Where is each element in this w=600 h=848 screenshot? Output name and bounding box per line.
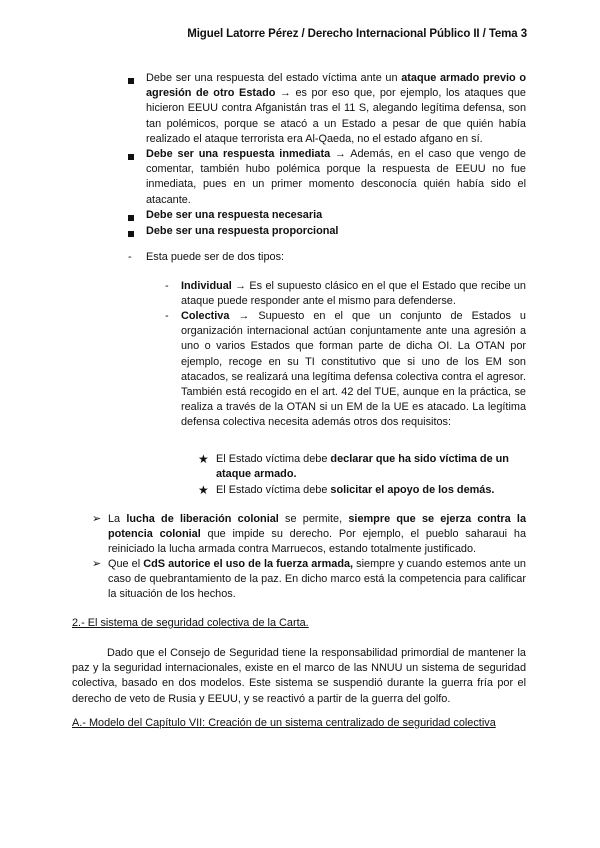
type-colectiva: Colectiva → Supuesto en el que un conjunto de Estados u organización internacional actúan conjuntamente ante una agresión a uno o varios Estados que forman parte de dicha OI. La OTAN por ejemplo, recoge en su TI constitutivo que si uno de los EM son atacados, se realizará una legítima defensa colectiva contra el agresor. También está recogido en el art. 42 del TUE, aunque en la práctica, se realiza a través de la OTAN si un EM de la UE es atacado. La legítima defensa colectiva necesita además otros dos requisitos: bbox=[181, 310, 526, 429]
dash-bullet-icon: - bbox=[128, 251, 132, 263]
section-2-heading: 2.- El sistema de seguridad colectiva de la Carta. bbox=[72, 617, 309, 629]
bullet-necesaria: Debe ser una respuesta necesaria bbox=[146, 209, 323, 221]
item-liberacion-colonial: La lucha de liberación colonial se permite, siempre que se ejerza contra la potencia colonial que impide su derecho. Por ejemplo, el pueblo saharaui ha reiniciado la lucha armada contra Marruecos, estando totalmente justificado. bbox=[108, 513, 527, 556]
dash-bullet-icon: - bbox=[165, 310, 169, 322]
dash-bullet-icon: - bbox=[165, 280, 169, 292]
section-a-heading: A.- Modelo del Capítulo VII: Creación de un sistema centralizado de seguridad colectiva bbox=[72, 717, 496, 729]
square-bullet-icon bbox=[128, 154, 134, 160]
square-bullet-icon bbox=[128, 215, 134, 221]
bullet-ataque-armado: Debe ser una respuesta del estado víctima ante un ataque armado previo o agresión de otro Estado → es por eso que, por ejemplo, los ataques que hicieron EEUU contra Afganistán tras el 11 S, alegando legítima defensa, son tan polémicos, porque se atacó a un Estado a pesar de que quién había realizado el ataque terrorista era Al-Qaeda, no el estado afgano en sí. bbox=[146, 72, 526, 145]
square-bullet-icon bbox=[128, 78, 134, 84]
requirement-declarar: El Estado víctima debe declarar que ha sido víctima de un ataque armado. bbox=[216, 453, 509, 481]
section-2-paragraph: Dado que el Consejo de Seguridad tiene la responsabilidad primordial de mantener la paz y la seguridad internacionales, existe en el marco de las NNUU un sistema de seguridad colectiva, basado en dos modelos. Este sistema se suspendió durante la guerra fría por el derecho de veto de Rusia y EEUU, y se reactivó a partir de la guerra del golfo. bbox=[72, 647, 526, 705]
star-bullet-icon: ★ bbox=[198, 452, 209, 466]
types-intro: Esta puede ser de dos tipos: bbox=[146, 251, 285, 263]
item-cds-autorice: Que el CdS autorice el uso de la fuerza armada, siempre y cuando estemos ante un caso de quebrantamiento de la paz. En dicho marco está la competencia para calificar la situación de los hechos. bbox=[108, 558, 526, 601]
page-header: Miguel Latorre Pérez / Derecho Internacional Público II / Tema 3 bbox=[187, 28, 527, 40]
bullet-proporcional: Debe ser una respuesta proporcional bbox=[146, 225, 339, 237]
star-bullet-icon: ★ bbox=[198, 483, 209, 497]
type-individual: Individual → Es el supuesto clásico en el que el Estado que recibe un ataque puede responder ante el mismo para defenderse. bbox=[181, 280, 526, 308]
bullet-inmediata: Debe ser una respuesta inmediata → Además, en el caso que vengo de comentar, también hubo polémica porque la respuesta de EEUU no fue inmediata, pues en un primer momento desconocía quién había sido el atacante. bbox=[146, 148, 526, 206]
square-bullet-icon bbox=[128, 231, 134, 237]
arrow-bullet-icon: ➢ bbox=[92, 513, 102, 525]
requirement-solicitar: El Estado víctima debe solicitar el apoyo de los demás. bbox=[216, 484, 495, 496]
arrow-bullet-icon: ➢ bbox=[92, 558, 102, 570]
